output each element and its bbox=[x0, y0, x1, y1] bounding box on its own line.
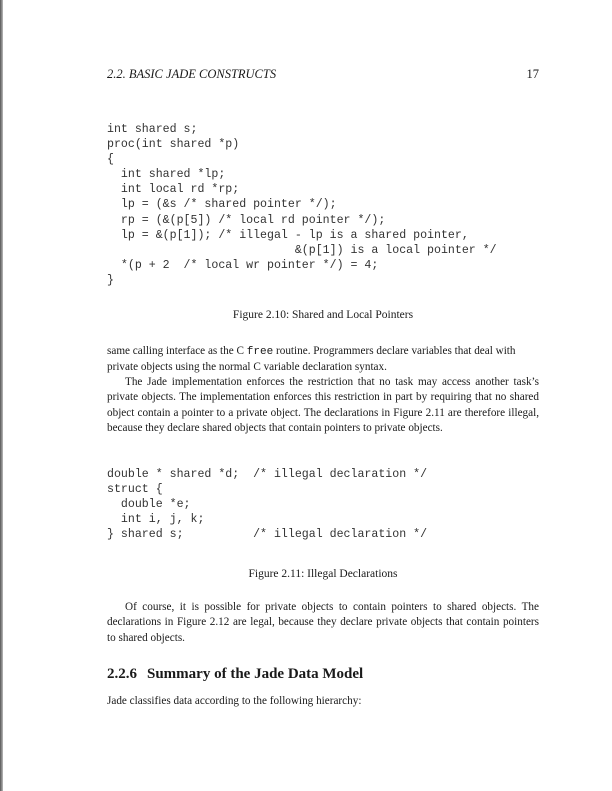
code-listing-figure-2-10 bbox=[107, 122, 497, 288]
figure-2-11-caption: Figure 2.11: Illegal Declarations bbox=[248, 568, 398, 580]
running-head-title: 2.2. BASIC JADE CONSTRUCTS bbox=[107, 67, 277, 81]
paragraph-line: private objects using the normal C variable declaration syntax. bbox=[107, 361, 387, 374]
paragraph-line bbox=[107, 344, 539, 360]
paragraph-private-objects: Of course, it is possible for private objects to contain pointers to shared objects. The declarations in Figure 2.12 are legal, because they declare private objects that contain pointers to shared objects. bbox=[107, 601, 539, 644]
code-line: &(p[1]) is a local pointer */ bbox=[107, 243, 497, 257]
code-line: int shared s; bbox=[107, 123, 198, 136]
code-line: int i, j, k; bbox=[107, 513, 205, 527]
paragraph-hierarchy-intro: Jade classifies data according to the following hierarchy: bbox=[107, 695, 362, 707]
code-line: int shared *lp; bbox=[107, 168, 226, 182]
section-number: 2.2.6 bbox=[107, 666, 137, 682]
code-line: } bbox=[107, 273, 114, 287]
paragraph-continuation bbox=[107, 344, 539, 376]
code-line: lp = &(p[1]); /* illegal - lp is a shared pointer, bbox=[107, 228, 469, 242]
section-heading bbox=[107, 666, 363, 683]
code-line: rp = (&(p[5]) /* local rd pointer */); bbox=[107, 213, 386, 227]
running-head bbox=[107, 67, 539, 83]
inline-code-free: free bbox=[246, 346, 274, 358]
scan-edge bbox=[0, 0, 3, 791]
code-line: struct { bbox=[107, 483, 163, 497]
text-run: same calling interface as the C bbox=[107, 345, 247, 357]
code-line: double *e; bbox=[107, 498, 191, 512]
code-line: lp = (&s /* shared pointer */); bbox=[107, 198, 337, 212]
code-line: *(p + 2 /* local wr pointer */) = 4; bbox=[107, 258, 379, 272]
text-run: routine. Programmers declare variables that deal with bbox=[273, 345, 516, 357]
code-line: int local rd *rp; bbox=[107, 183, 240, 197]
code-line: } shared s; /* illegal declaration */ bbox=[107, 528, 428, 542]
section-title: Summary of the Jade Data Model bbox=[147, 666, 364, 682]
code-line: double * shared *d; /* illegal declaration */ bbox=[107, 468, 428, 481]
code-listing-figure-2-11 bbox=[107, 467, 427, 542]
figure-2-10-caption: Figure 2.10: Shared and Local Pointers bbox=[232, 309, 414, 321]
page-number: 17 bbox=[526, 67, 539, 81]
paragraph-restriction: The Jade implementation enforces the restriction that no task may access another task’s private objects. The implementation enforces this restriction in part by requiring that no shared object contain a pointer to a private object. The declarations in Figure 2.11 are therefore illegal, because they declare shared objects that contain pointers to private objects. bbox=[107, 376, 539, 434]
code-line: proc(int shared *p) bbox=[107, 138, 240, 152]
code-line: { bbox=[107, 153, 114, 167]
